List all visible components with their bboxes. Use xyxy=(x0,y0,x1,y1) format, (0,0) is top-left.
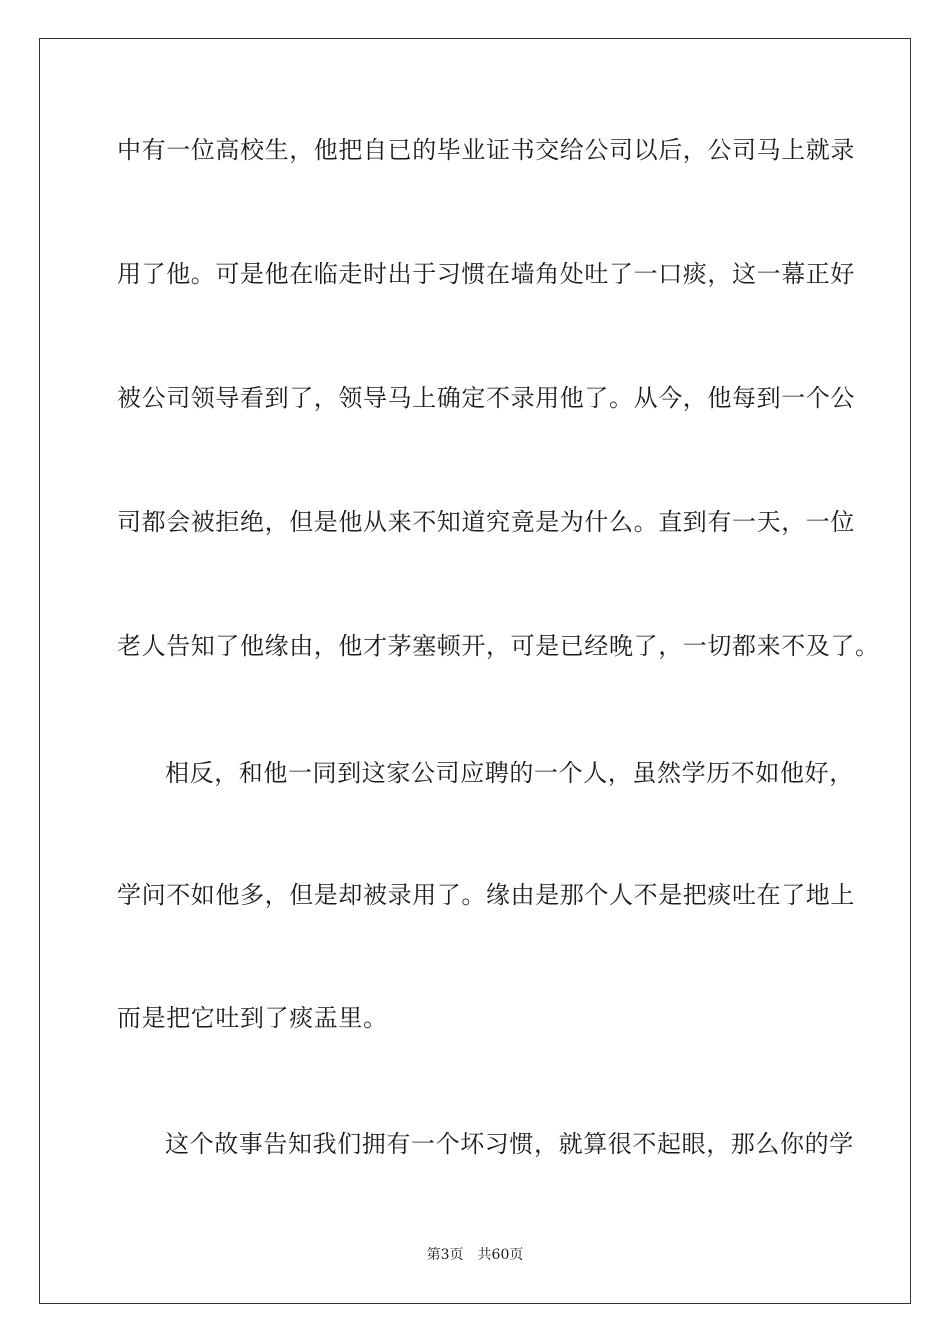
body-text-line-1: 中有一位高校生，他把自已的毕业证书交给公司以后，公司马上就录 xyxy=(117,136,855,164)
body-text-line-5: 老人告知了他缘由，他才茅塞顿开，可是已经晚了，一切都来不及了。 xyxy=(117,632,880,660)
body-text-line-3: 被公司领导看到了，领导马上确定不录用他了。从今，他每到一个公 xyxy=(117,384,855,412)
body-text-line-6: 相反，和他一同到这家公司应聘的一个人，虽然学历不如他好， xyxy=(165,759,854,787)
body-text-line-4: 司都会被拒绝，但是他从来不知道究竟是为什么。直到有一天，一位 xyxy=(117,508,855,536)
body-text-line-9: 这个故事告知我们拥有一个坏习惯，就算很不起眼，那么你的学 xyxy=(165,1130,854,1158)
body-text-line-8: 而是把它吐到了痰盂里。 xyxy=(117,1004,388,1032)
page-border xyxy=(39,38,911,1304)
body-text-line-2: 用了他。可是他在临走时出于习惯在墙角处吐了一口痰，这一幕正好 xyxy=(117,260,855,288)
body-text-line-7: 学问不如他多，但是却被录用了。缘由是那个人不是把痰吐在了地上 xyxy=(117,881,855,909)
total-pages: 共60页 xyxy=(477,1247,524,1263)
page-footer xyxy=(0,1246,950,1264)
page-number: 第3页 xyxy=(426,1247,464,1263)
